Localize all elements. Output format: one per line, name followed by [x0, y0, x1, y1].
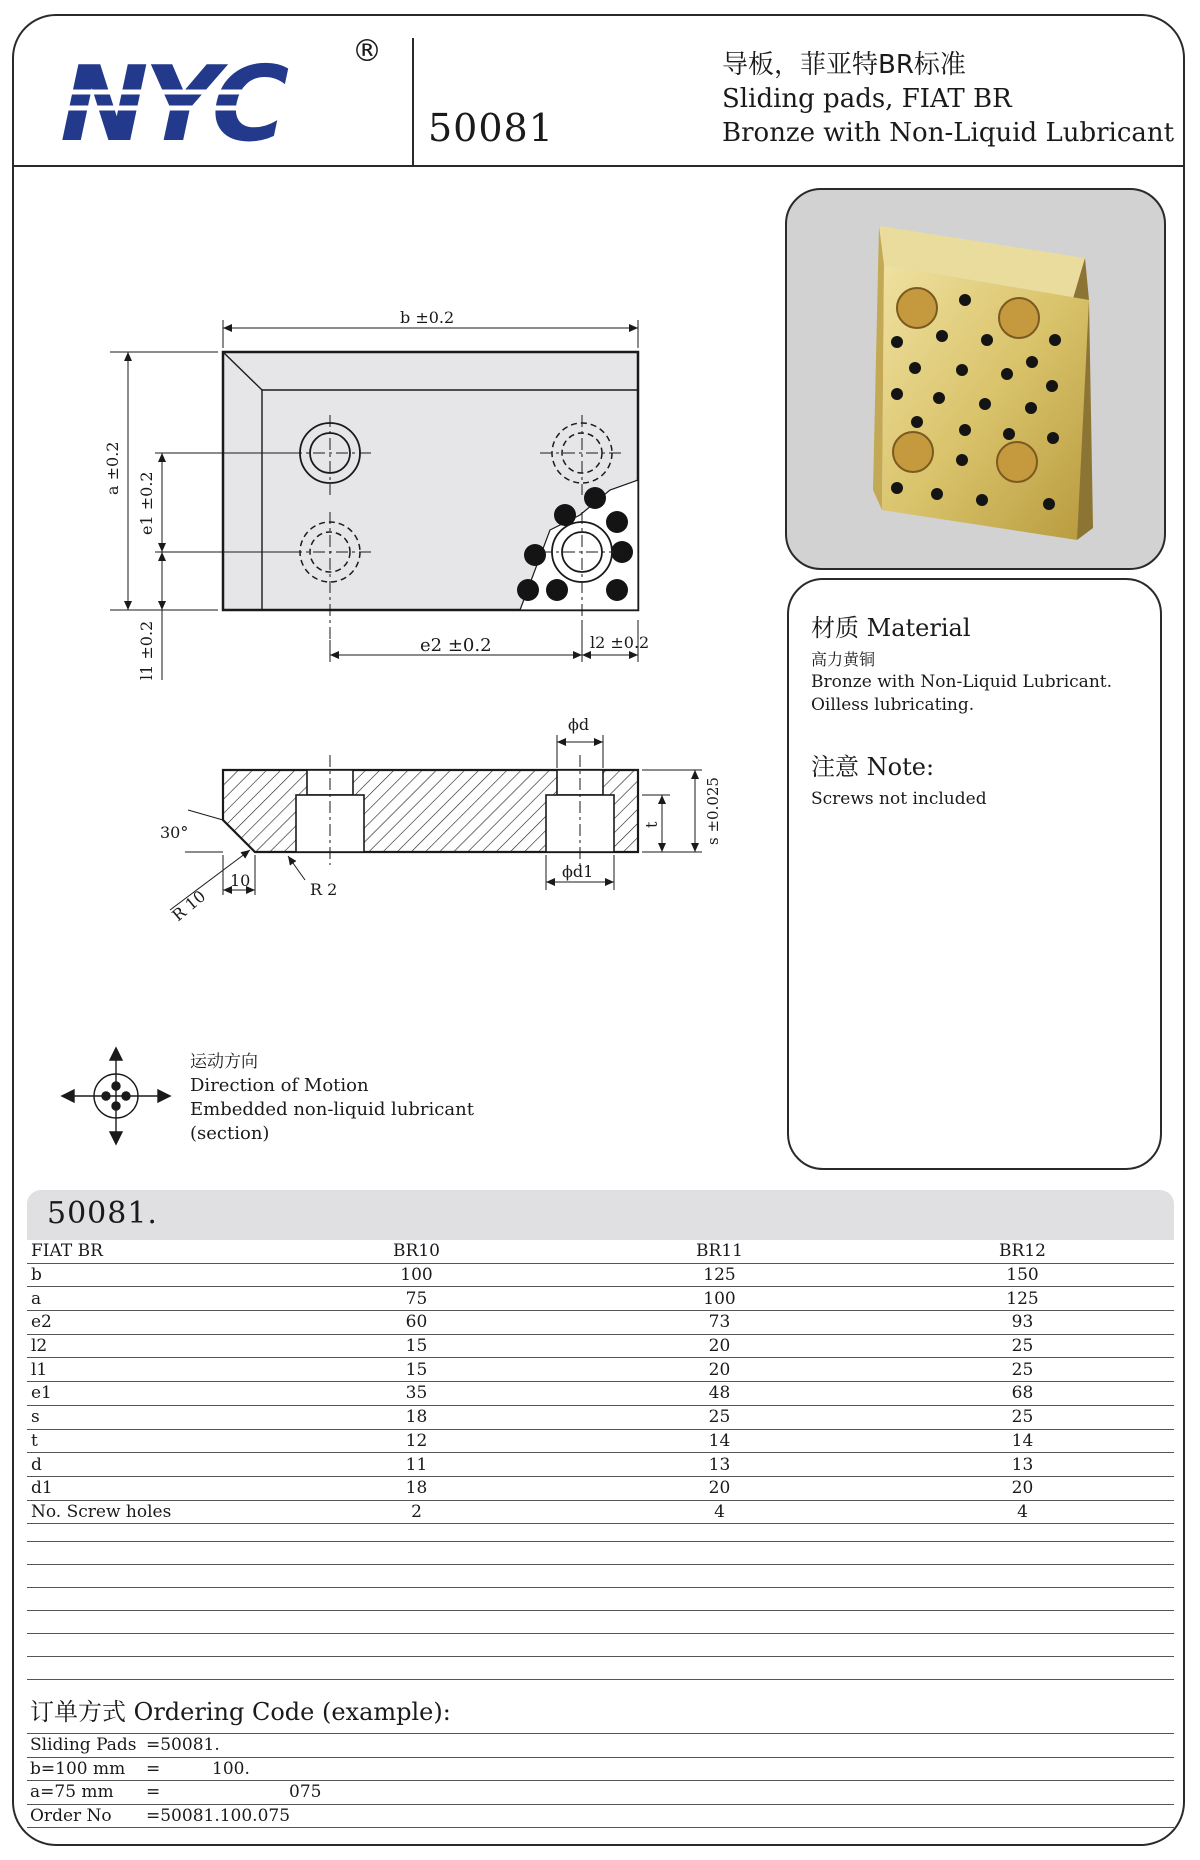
material-cn: 高力黄铜 — [811, 650, 876, 669]
table-row — [27, 1287, 1174, 1311]
dim-a: a ±0.2 — [103, 441, 122, 495]
motion-en-1: Direction of Motion — [190, 1075, 369, 1096]
title-en-1: Sliding pads, FIAT BR — [722, 84, 1012, 114]
table-title: 50081. — [47, 1196, 158, 1231]
order-row — [27, 1781, 1174, 1805]
order-label: a=75 mm — [27, 1781, 143, 1805]
table-cell: 12 — [265, 1429, 568, 1453]
row-label: a — [27, 1287, 265, 1311]
col-header: BR10 — [265, 1240, 568, 1263]
table-cell: 15 — [265, 1334, 568, 1358]
row-label: b — [27, 1263, 265, 1287]
table-header-row — [27, 1240, 1174, 1263]
ordering-table — [27, 1733, 1174, 1828]
dim-e2: e2 ±0.2 — [420, 635, 492, 656]
product-title — [722, 48, 1174, 150]
table-cell: 93 — [871, 1311, 1174, 1335]
table-cell: 11 — [265, 1453, 568, 1477]
table-cell: 35 — [265, 1382, 568, 1406]
dim-l2: l2 ±0.2 — [590, 633, 650, 652]
table-cell: 13 — [871, 1453, 1174, 1477]
motion-en-3: (section) — [190, 1123, 270, 1144]
col-header: FIAT BR — [27, 1240, 265, 1263]
order-label: Order No — [27, 1804, 143, 1828]
dim-r2: R 2 — [310, 880, 338, 899]
table-cell: 20 — [568, 1334, 871, 1358]
material-heading — [811, 608, 1138, 643]
header-vertical-divider — [412, 38, 414, 165]
blank-row-line — [27, 1587, 1174, 1588]
material-heading-en: Material — [866, 614, 971, 642]
table-cell: 125 — [871, 1287, 1174, 1311]
table-cell: 60 — [265, 1311, 568, 1335]
table-row — [27, 1263, 1174, 1287]
dim-angle: 30° — [160, 823, 189, 842]
table-cell: 20 — [568, 1476, 871, 1500]
table-cell: 150 — [871, 1263, 1174, 1287]
table-cell: 14 — [871, 1429, 1174, 1453]
blank-row-line — [27, 1679, 1174, 1680]
ordering-title-cn: 订单方式 — [30, 1698, 126, 1726]
order-value: 100. — [209, 1757, 1174, 1781]
blank-row-line — [27, 1633, 1174, 1634]
header-divider — [13, 165, 1185, 167]
motion-legend — [190, 1050, 474, 1146]
dim-t: t — [642, 821, 661, 828]
ordering-title-en: Ordering Code (example): — [133, 1698, 451, 1726]
table-row — [27, 1358, 1174, 1382]
table-cell: 68 — [871, 1382, 1174, 1406]
spec-table — [27, 1240, 1174, 1524]
row-label: d1 — [27, 1476, 265, 1500]
note-text: Screws not included — [811, 789, 987, 809]
dim-10: 10 — [230, 871, 251, 890]
material-panel — [787, 578, 1162, 1170]
table-row — [27, 1429, 1174, 1453]
row-label: l1 — [27, 1358, 265, 1382]
direction-of-motion-icon — [60, 1046, 170, 1146]
order-label: b=100 mm — [27, 1757, 143, 1781]
note-heading-en: Note: — [866, 753, 935, 781]
table-row — [27, 1500, 1174, 1524]
dim-e1: e1 ±0.2 — [137, 471, 156, 535]
order-value: 075 — [209, 1781, 1174, 1805]
order-equals: = — [143, 1757, 209, 1781]
dim-b: b ±0.2 — [400, 308, 455, 327]
table-cell: 100 — [568, 1287, 871, 1311]
table-row — [27, 1334, 1174, 1358]
table-cell: 25 — [568, 1405, 871, 1429]
table-cell: 2 — [265, 1500, 568, 1524]
blank-row-line — [27, 1610, 1174, 1611]
logo-text: NYC — [47, 43, 297, 165]
table-row — [27, 1382, 1174, 1406]
table-cell: 20 — [568, 1358, 871, 1382]
row-label: s — [27, 1405, 265, 1429]
table-cell: 48 — [568, 1382, 871, 1406]
table-cell: 14 — [568, 1429, 871, 1453]
table-cell: 4 — [568, 1500, 871, 1524]
motion-en-2: Embedded non-liquid lubricant — [190, 1099, 474, 1120]
row-label: d — [27, 1453, 265, 1477]
row-label: l2 — [27, 1334, 265, 1358]
table-row — [27, 1311, 1174, 1335]
table-row — [27, 1405, 1174, 1429]
title-en-2: Bronze with Non-Liquid Lubricant — [722, 118, 1175, 148]
dim-phi-d: ϕd — [568, 715, 590, 734]
blank-row-line — [27, 1541, 1174, 1542]
row-label: e2 — [27, 1311, 265, 1335]
table-cell: 25 — [871, 1358, 1174, 1382]
order-label: Sliding Pads — [27, 1734, 143, 1758]
product-code: 50081 — [428, 106, 554, 150]
table-cell: 4 — [871, 1500, 1174, 1524]
title-cn: 导板，菲亚特BR标准 — [722, 50, 966, 80]
registered-mark: ® — [352, 34, 382, 69]
order-value: =50081. — [143, 1734, 1174, 1758]
dim-phi-d1: ϕd1 — [562, 862, 594, 881]
table-cell: 75 — [265, 1287, 568, 1311]
table-header-band — [27, 1190, 1174, 1240]
table-cell: 20 — [871, 1476, 1174, 1500]
order-row — [27, 1757, 1174, 1781]
blank-row-line — [27, 1656, 1174, 1657]
col-header: BR12 — [871, 1240, 1174, 1263]
table-cell: 18 — [265, 1405, 568, 1429]
ordering-title — [30, 1692, 451, 1727]
technical-drawing — [103, 290, 740, 940]
order-row — [27, 1804, 1174, 1828]
note-heading-cn: 注意 — [811, 753, 859, 781]
material-heading-cn: 材质 — [811, 614, 859, 642]
row-label: e1 — [27, 1382, 265, 1406]
dim-r10: R 10 — [168, 886, 210, 926]
dim-l1: l1 ±0.2 — [137, 620, 156, 680]
dim-s: s ±0.025 — [704, 777, 722, 845]
row-label: t — [27, 1429, 265, 1453]
material-en-2: Oilless lubricating. — [811, 695, 975, 715]
material-en-1: Bronze with Non-Liquid Lubricant. — [811, 672, 1113, 692]
table-cell: 100 — [265, 1263, 568, 1287]
order-value: =50081.100.075 — [143, 1804, 1174, 1828]
order-row — [27, 1734, 1174, 1758]
order-equals: = — [143, 1781, 209, 1805]
motion-cn: 运动方向 — [190, 1052, 258, 1072]
table-cell: 25 — [871, 1405, 1174, 1429]
table-cell: 13 — [568, 1453, 871, 1477]
col-header: BR11 — [568, 1240, 871, 1263]
table-row — [27, 1476, 1174, 1500]
table-cell: 125 — [568, 1263, 871, 1287]
table-cell: 18 — [265, 1476, 568, 1500]
blank-row-line — [27, 1564, 1174, 1565]
table-cell: 73 — [568, 1311, 871, 1335]
note-heading — [811, 747, 1138, 782]
table-row — [27, 1453, 1174, 1477]
table-cell: 15 — [265, 1358, 568, 1382]
row-label: No. Screw holes — [27, 1500, 265, 1524]
table-cell: 25 — [871, 1334, 1174, 1358]
product-photo — [785, 188, 1166, 570]
nyc-logo — [47, 40, 372, 165]
